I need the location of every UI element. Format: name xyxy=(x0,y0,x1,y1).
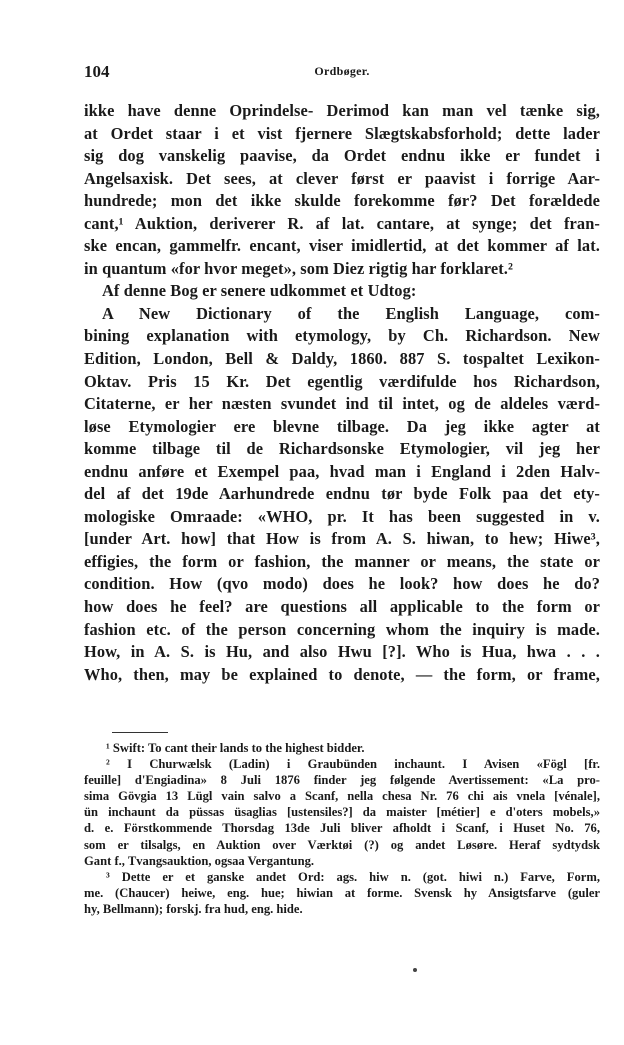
text-line: in quantum «for hvor meget», som Diez rigtig har forklaret.² xyxy=(84,258,513,278)
text-line: Who, then, may be explained to denote, — the form, or frame, xyxy=(84,664,600,684)
text-line: Oktav. Pris 15 Kr. Det egentlig værdifulde hos Richardson, xyxy=(84,371,600,391)
text-line: Edition, London, Bell & Daldy, 1860. 887 S. tospaltet Lexikon- xyxy=(84,349,600,369)
footnote-line: ² I Churwælsk (Ladin) i Graubünden inchaunt. I Avisen «Fögl [fr. xyxy=(106,757,600,772)
text-line: cant,¹ Auktion, deriverer R. af lat. cantare, at synge; det fran- xyxy=(84,213,600,233)
footnote-line: som er tilsalgs, en Auktion over Værktøi (?) og andet Løsøre. Heraf sydtydsk xyxy=(84,837,600,852)
text-line: bining explanation with etymology, by Ch. Richardson. New xyxy=(84,326,600,346)
text-line: ske encan, gammelfr. encant, viser imidlertid, at det kommer af lat. xyxy=(84,236,600,256)
footnote-divider xyxy=(112,732,168,733)
text-line: del af det 19de Aarhundrede endnu tør byde Folk paa det ety- xyxy=(84,484,600,504)
text-line: Citaterne, er her næsten svundet ind til intet, og de aldeles værd- xyxy=(84,394,600,414)
text-line: How, in A. S. is Hu, and also Hwu [?]. Who is Hua, hwa . . . xyxy=(84,642,600,662)
footnote-line: ün inchaunt da püssas üsaglias [ustensiles?] da maister [métier] e d'oters mobels,» xyxy=(84,805,600,820)
text-line: at Ordet staar i et vist fjernere Slægtskabsforhold; dette lader xyxy=(84,123,600,143)
text-line: condition. How (qvo modo) does he look? how does he do? xyxy=(84,574,600,594)
text-line: fashion etc. of the person concerning whom the inquiry is made. xyxy=(84,619,600,639)
text-line: løse Etymologier ere blevne tilbage. Da jeg ikke agter at xyxy=(84,416,600,436)
text-line: hundrede; mon det ikke skulde forekomme før? Det forældede xyxy=(84,191,600,211)
body-text xyxy=(84,100,600,686)
footnote-line: hy, Bellmann); forskj. fra hud, eng. hide. xyxy=(84,901,303,916)
footnote-line: me. (Chaucer) heiwe, eng. hue; hiwian at forme. Svensk hy Ansigtsfarve (guler xyxy=(84,885,600,900)
footnote-line: Gant f., Tvangsauktion, ogsaa Vergantung. xyxy=(84,853,315,868)
page-number: 104 xyxy=(84,62,110,81)
text-line: ikke have denne Oprindelse- Derimod kan man vel tænke sig, xyxy=(84,101,600,120)
text-line: [under Art. how] that How is from A. S. hiwan, to hew; Hiwe³, xyxy=(84,529,600,549)
text-line: endnu anføre et Exempel paa, hvad man i England i 2den Halv- xyxy=(84,461,600,481)
text-line: sig dog vanskelig paavise, da Ordet endnu ikke er fundet i xyxy=(84,146,600,166)
text-line: Angelsaxisk. Det sees, at clever først er paavist i forrige Aar- xyxy=(84,168,600,188)
footnote-line: d. e. Förstkommende Thorsdag 13de Juli bliver afholdt i Scanf, i Huset No. 76, xyxy=(84,821,600,836)
running-title: Ordbøger. xyxy=(314,64,370,78)
text-line: komme tilbage til de Richardsonske Etymologier, vil jeg her xyxy=(84,439,600,459)
footnotes xyxy=(84,740,600,917)
footnote-line: ¹ Swift: To cant their lands to the highest bidder. xyxy=(106,741,365,755)
print-speck xyxy=(413,968,417,972)
footnote-line: sima Gövgia 13 Lügl vain salvo a Scanf, nella chesa Nr. 76 chi ais vnela [vénale], xyxy=(84,789,600,804)
text-line: Af denne Bog er senere udkommet et Udtog: xyxy=(102,281,417,301)
footnote-line: feuille] d'Engiadina» 8 Juli 1876 finder jeg følgende Avertissement: «La pro- xyxy=(84,773,600,788)
footnote-line: ³ Dette er et ganske andet Ord: ags. hiw n. (got. hiwi n.) Farve, Form, xyxy=(106,869,600,884)
text-line: mologiske Omraade: «WHO, pr. It has been suggested in v. xyxy=(84,506,600,526)
page-header xyxy=(84,62,600,86)
text-line: A New Dictionary of the English Language, com- xyxy=(102,303,600,323)
text-line: how does he feel? are questions all applicable to the form or xyxy=(84,597,600,617)
text-line: effigies, the form or fashion, the manner or means, the state or xyxy=(84,551,600,571)
